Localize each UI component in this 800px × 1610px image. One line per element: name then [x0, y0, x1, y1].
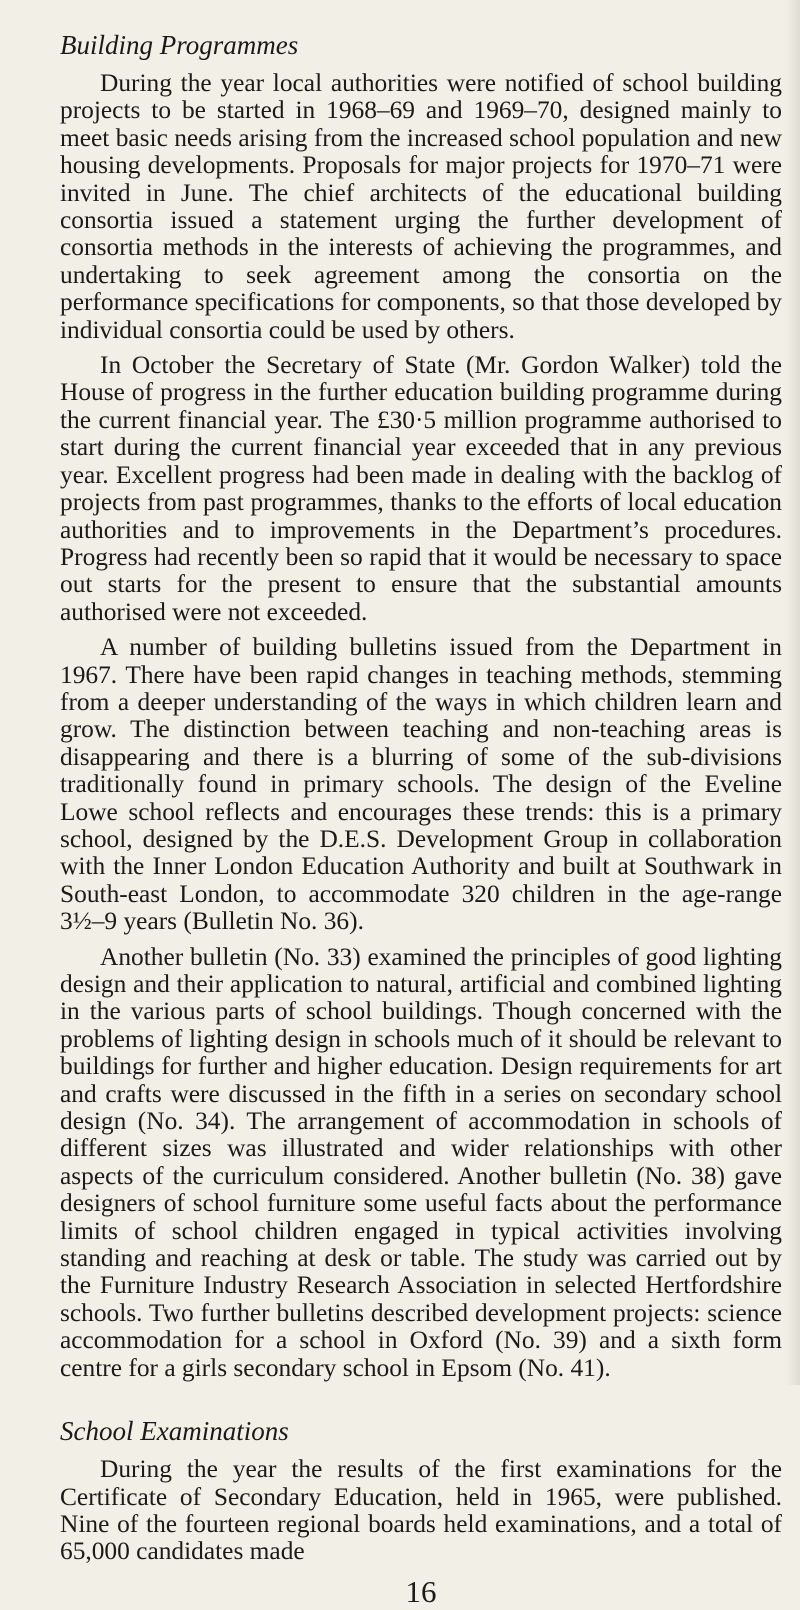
section-heading-school-examinations: School Examinations	[60, 1416, 289, 1447]
paragraph: During the year the results of the first examinations for the Certificate of Secondary Education, held in 1965, were published. Nine of the fourteen regional boards held examinations, and a total of 65,000 candidates made	[60, 1455, 782, 1566]
page-number: 16	[405, 1573, 437, 1609]
document-page	[60, 28, 782, 1610]
paragraph: In October the Secretary of State (Mr. Gordon Walker) told the House of progress in the further education building programme during the current financial year. The £30·5 million programme authorised to start during the current financial year exceeded that in any previous year. Excellent progress had been made in dealing with the backlog of projects from past programmes, thanks to the efforts of local education authorities and to improvements in the Department’s procedures. Progress had recently been so rapid that it would be necessary to space out starts for the present to ensure that the substantial amounts authorised were not exceeded.	[60, 351, 782, 626]
section-heading-building-programmes: Building Programmes	[60, 30, 299, 60]
paragraph: During the year local authorities were notified of school building projects to be started in 1968–69 and 1969–70, designed mainly to meet basic needs arising from the increased school population and new housing developments. Proposals for major projects for 1970–71 were invited in June. The chief architects of the educational building consortia issued a statement urging the further development of consortia methods in the interests of achieving the programmes, and undertaking to seek agreement among the consortia on the performance specifications for components, so that those developed by individual consortia could be used by others.	[60, 69, 782, 344]
page-edge-shadow	[786, 0, 800, 1385]
paragraph: Another bulletin (No. 33) examined the principles of good lighting design and their application to natural, artificial and combined lighting in the various parts of school buildings. Though concerned with the problems of lighting design in schools much of it should be relevant to buildings for further and higher education. Design requirements for art and crafts were discussed in the fifth in a series on secondary school design (No. 34). The arrangement of accommodation in schools of different sizes was illustrated and wider relationships with other aspects of the curriculum considered. Another bulletin (No. 38) gave designers of school furniture some useful facts about the performance limits of school children engaged in typical activities involving standing and reaching at desk or table. The study was carried out by the Furniture Industry Research Association in selected Hertfordshire schools. Two further bulletins described development projects: science accommodation for a school in Oxford (No. 39) and a sixth form centre for a girls secondary school in Epsom (No. 41).	[60, 942, 782, 1382]
paragraph: A number of building bulletins issued from the Department in 1967. There have been rapid changes in teaching methods, stemming from a deeper understanding of the ways in which children learn and grow. The distinction between teaching and non-teaching areas is disappearing and there is a blurring of some of the sub-divisions traditionally found in primary schools. The design of the Eveline Lowe school reflects and encourages these trends: this is a primary school, designed by the D.E.S. Development Group in collaboration with the Inner London Education Authority and built at Southwark in South-east London, to accommodate 320 children in the age-range 3½–9 years (Bulletin No. 36).	[60, 633, 782, 936]
section-gap	[60, 1390, 782, 1414]
